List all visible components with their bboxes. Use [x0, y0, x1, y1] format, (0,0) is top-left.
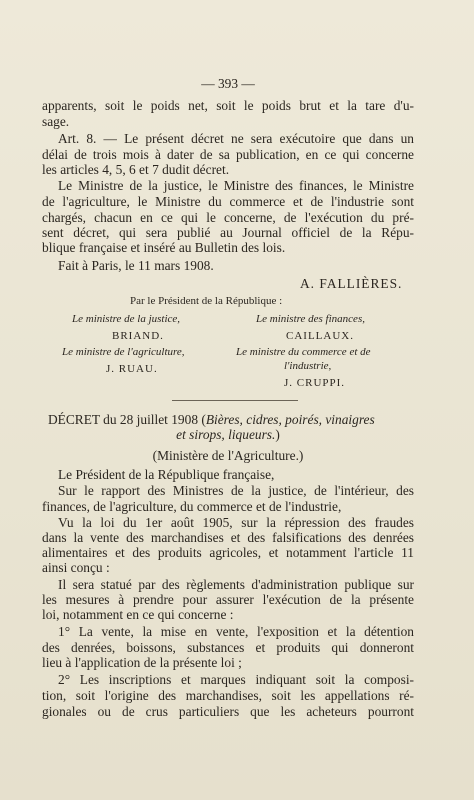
text-line: blique française et inséré au Bulletin des lois.	[42, 240, 286, 255]
text-line: les articles 4, 5, 6 et 7 dudit décret.	[42, 162, 230, 177]
decree-line: Le Président de la République française,	[58, 467, 275, 482]
decree-ministry: (Ministère de l'Agriculture.)	[152, 448, 304, 463]
decree-line: Il sera statué par des règlements d'administration publique sur	[58, 577, 414, 592]
minister-finances-name: CAILLAUX.	[286, 330, 354, 342]
decree-title-cont	[42, 427, 414, 442]
decree-line: 1° La vente, la mise en vente, l'exposition et la détention	[58, 624, 414, 639]
decree-title-subject: Bières, cidres, poirés, vinaigres	[205, 412, 375, 427]
minister-commerce-role: Le ministre du commerce et de	[236, 346, 371, 358]
text-line: de l'agriculture, le Ministre du commerce et de l'industrie sont	[42, 194, 414, 209]
minister-agriculture-name: J. RUAU.	[106, 363, 158, 375]
article-8-heading: Art. 8. — Le présent décret ne sera exécutoire que dans un	[58, 131, 414, 146]
by-president-line: Par le Président de la République :	[130, 295, 283, 307]
decree-line: gionales ou de crus particuliers que les acheteurs pourront	[42, 704, 414, 719]
decree-title-subject-cont: et sirops, liqueurs.	[176, 427, 276, 442]
separator-rule	[172, 400, 298, 401]
page-number: — 393 —	[201, 76, 255, 91]
minister-justice-name: BRIAND.	[112, 330, 164, 342]
text-line: chargés, chacun en ce qui le concerne, de l'exécution du pré-	[42, 210, 414, 225]
decree-line: loi, notamment en ce qui concerne :	[42, 607, 234, 622]
decree-line: Sur le rapport des Ministres de la justice, de l'intérieur, des	[58, 483, 414, 498]
decree-line: finances, de l'agriculture, du commerce et de l'industrie,	[42, 499, 342, 514]
text-line: délai de trois mois à dater de sa publication, en ce qui concerne	[42, 147, 414, 162]
decree-line: alimentaires et des produits agricoles, et notamment l'article 11	[42, 545, 414, 560]
text-line: apparents, soit le poids net, soit le poids brut et la tare d'u-	[42, 98, 414, 113]
minister-agriculture-role: Le ministre de l'agriculture,	[62, 346, 185, 358]
decree-line: Vu la loi du 1er août 1905, sur la répression des fraudes	[58, 515, 414, 530]
president-signature: A. FALLIÈRES.	[300, 276, 403, 291]
decree-line: tion, soit l'origine des marchandises, soit les appellations ré-	[42, 688, 414, 703]
date-line: Fait à Paris, le 11 mars 1908.	[58, 258, 214, 273]
minister-commerce-role-cont: l'industrie,	[284, 360, 332, 372]
decree-title-text: DÉCRET du 28 juillet 1908 (	[48, 412, 206, 427]
decree-title	[42, 412, 414, 427]
decree-line: 2° Les inscriptions et marques indiquant soit la composi-	[58, 672, 414, 687]
decree-line: dans la vente des marchandises et des falsifications des denrées	[42, 530, 414, 545]
minister-justice-role: Le ministre de la justice,	[72, 313, 181, 325]
text-line: Le Ministre de la justice, le Ministre des finances, le Ministre	[58, 178, 414, 193]
text-line: sage.	[42, 114, 70, 129]
decree-line: ainsi conçu :	[42, 560, 110, 575]
text-line: sent décret, qui sera publié au Journal officiel de la Répu-	[42, 225, 414, 240]
minister-commerce-name: J. CRUPPI.	[284, 377, 346, 389]
decree-line: lieu à l'application de la présente loi ;	[42, 655, 242, 670]
decree-line: les mesures à prendre pour assurer l'exécution de la présente	[42, 592, 414, 607]
decree-line: des denrées, boissons, substances et produits qui donneront	[42, 640, 414, 655]
decree-title-close: )	[275, 427, 280, 442]
minister-finances-role: Le ministre des finances,	[256, 313, 365, 325]
